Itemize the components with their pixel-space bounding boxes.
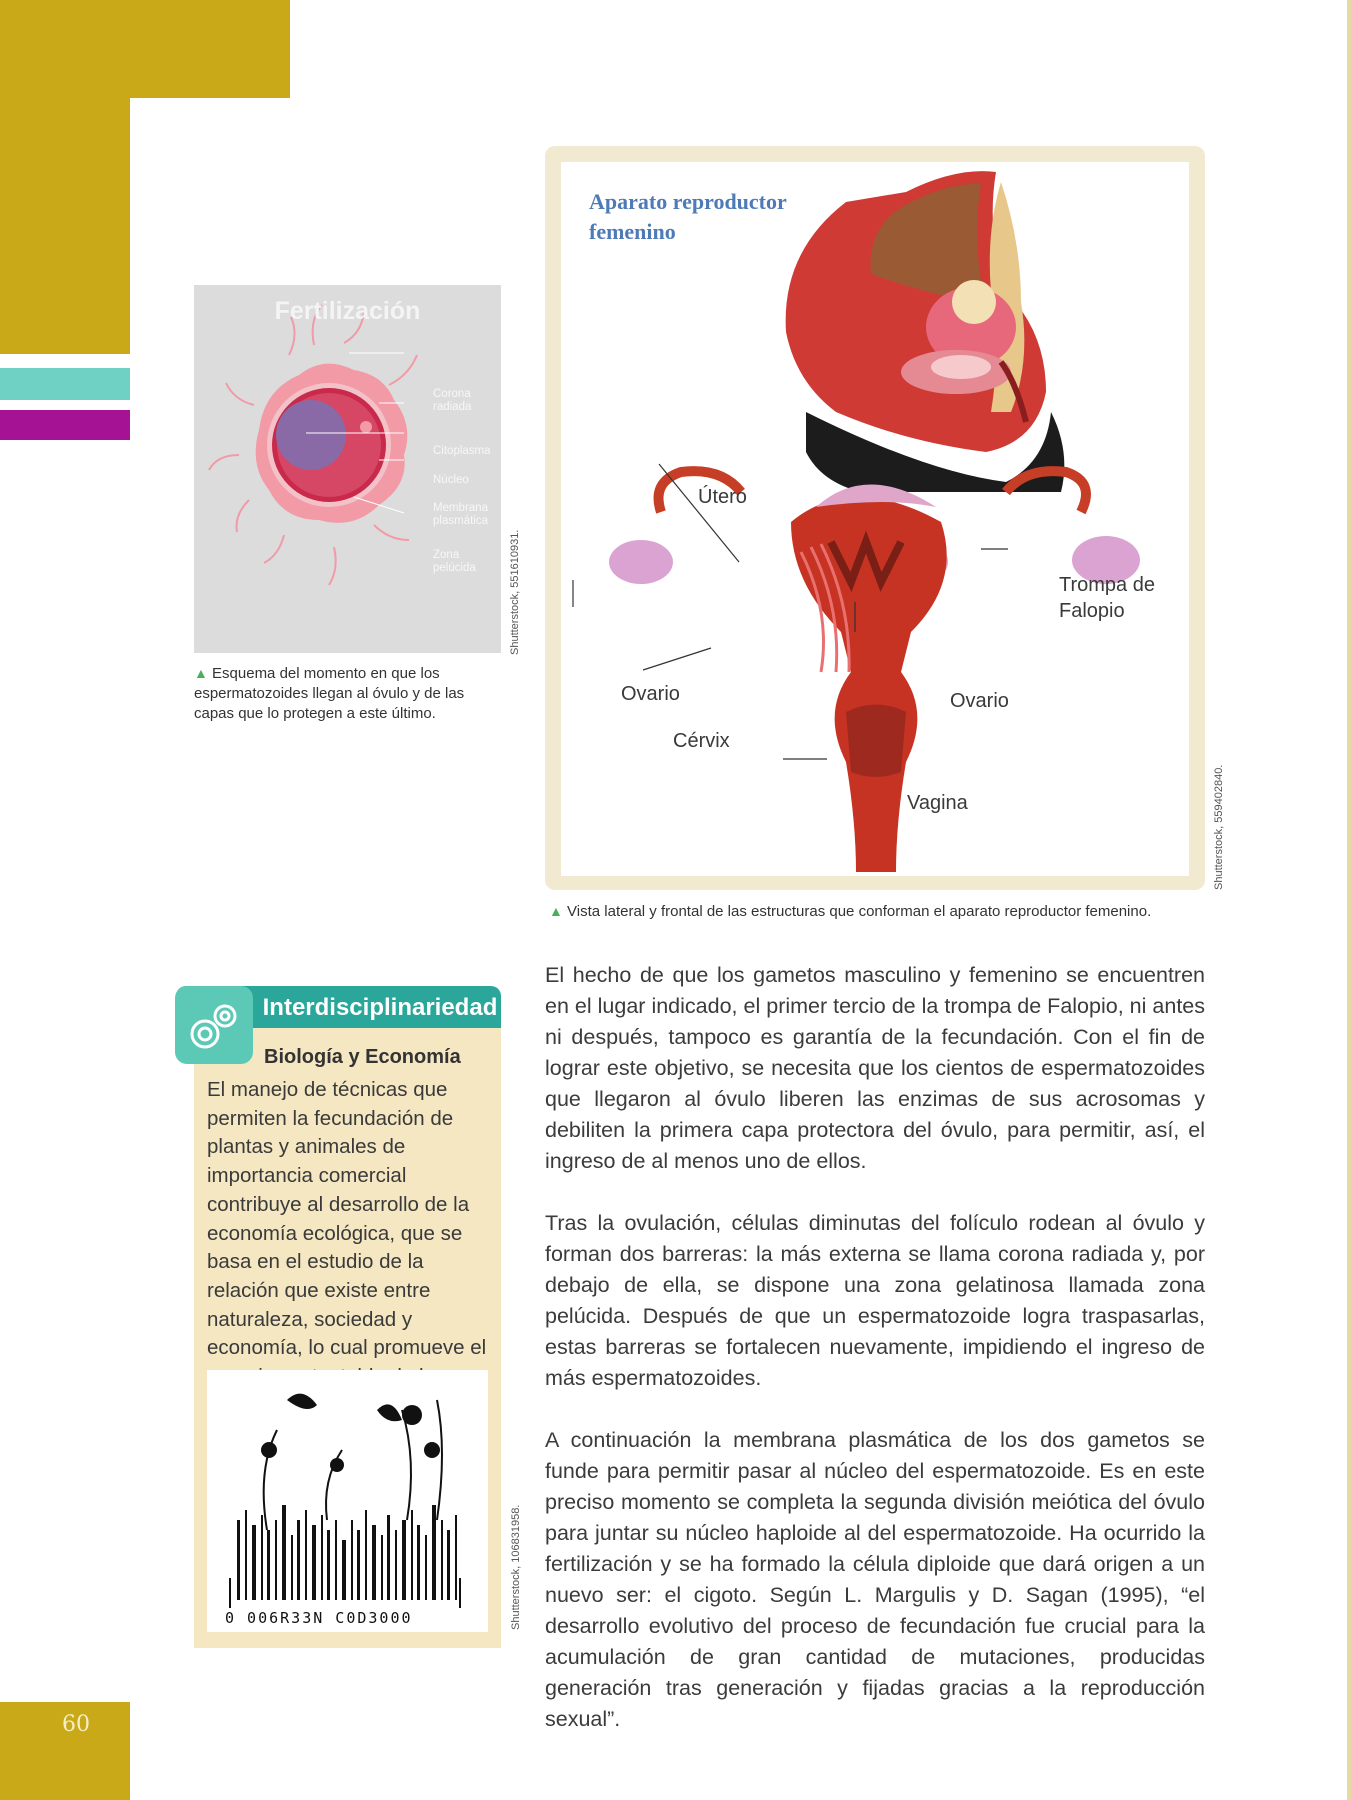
- fertilization-caption-text: Esquema del momento en que los espermatozoides llegan al óvulo y de las capas que lo protegen a este último.: [194, 665, 465, 722]
- interdisciplinary-text: El manejo de técnicas que permiten la fecundación de plantas y animales de importancia comercial contribuye al desarrollo de la economía ecológica, que se basa en el estudio de la relación que existe entre naturaleza, sociedad y economía, lo cual promueve el: [207, 1078, 487, 1360]
- triangle-bullet-icon: ▲: [194, 665, 208, 681]
- page-right-rule: [1347, 0, 1351, 1800]
- label-zona-pelucida: Zona pelúcida: [433, 549, 476, 574]
- interdisciplinary-subtitle: Biología y Economía: [264, 1046, 461, 1068]
- triangle-bullet-icon: ▲: [549, 903, 563, 919]
- interdisciplinary-icon: [175, 986, 253, 1064]
- label-ovario-left: Ovario: [621, 683, 680, 705]
- barcode-illustration: [207, 1370, 488, 1632]
- concentric-circles-icon: [175, 986, 253, 1064]
- barcode-text: 0 006R33N C0D3000: [225, 1609, 413, 1627]
- credit-fertilization: Shutterstock, 551610931.: [509, 529, 521, 655]
- fertilization-figure: [194, 285, 501, 653]
- decorative-bar-top: [0, 0, 290, 98]
- page-number: 60: [62, 1712, 90, 1737]
- decorative-stripe-teal: [0, 368, 130, 400]
- interdisciplinary-title: Interdisciplinariedad: [262, 994, 498, 1021]
- label-citoplasma: Citoplasma: [433, 445, 491, 457]
- label-trompa-de-falopio: Trompa de Falopio: [1059, 574, 1155, 622]
- credit-reproductive: Shutterstock, 559402840.: [1213, 764, 1225, 890]
- decorative-bar-left: [0, 98, 130, 354]
- decorative-stripe-magenta: [0, 410, 130, 440]
- body-paragraph-2: Tras la ovulación, células diminutas del folículo rodean al óvulo y forman dos barreras: la más externa se llama corona radiada y, por debajo de ella, se dispone una zona gelatinosa llamada zona pelúcida. Después de que un espermatozoide logra traspasarlas, estas barreras se fortalecen nuevamente, impidiendo el ingreso de más espermatozoides.: [545, 1211, 1205, 1390]
- label-membrana-plasmatica: Membrana plasmática: [433, 502, 488, 527]
- ovum-illustration: [194, 285, 501, 653]
- body-paragraph-1: El hecho de que los gametos masculino y femenino se encuentren en el lugar indicado, el primer tercio de la trompa de Falopio, ni antes ni después, tampoco es garantía de la fecundación. Con el fin de lograr este objetivo, se necesita que los cientos de espermatozoides que llegaron al óvulo liberen las enzimas de sus acrosomas y debiliten la primera capa protectora del óvulo, para permitir, así, el ingreso de al menos uno de ellos.: [545, 963, 1205, 1173]
- body-paragraph-3: A continuación la membrana plasmática de los dos gametos se funde para permitir pasar al núcleo del espermatozoide. Es en este preciso momento se completa la segunda división meiótica del óvulo para juntar su núcleo haploide al del espermatozoide. Ha ocurrido la fertilización y se ha formado la célula diploide que dará origen a un nuevo ser: el cigoto. Según L. Margulis y D. Sagan (1995), “el desarrollo evolutivo del proceso de fecundación fue crucial para la acumulación de gran cantidad de mutaciones, producidas generación tras generación y fijadas gracias a la reproducción sexual”.: [545, 1428, 1205, 1731]
- label-ovario-right: Ovario: [950, 690, 1009, 712]
- credit-barcode: Shutterstock, 106831958.: [510, 1504, 522, 1630]
- label-utero: Útero: [698, 486, 747, 508]
- label-cervix: Cérvix: [673, 730, 730, 752]
- label-nucleo: Núcleo: [433, 474, 469, 486]
- fertilization-title: Fertilización: [274, 297, 421, 325]
- reproductive-caption-text: Vista lateral y frontal de las estructuras que conforman el aparato reproductor femenino.: [567, 903, 1152, 920]
- reproductive-figure: [561, 162, 1189, 876]
- label-vagina: Vagina: [907, 792, 968, 814]
- reproductive-caption: [549, 903, 1249, 920]
- fertilization-caption: [194, 663, 506, 724]
- barcode-plants-image: [207, 1370, 488, 1632]
- label-corona-radiada: Corona radiada: [433, 388, 472, 413]
- reproductive-illustration: [561, 162, 1189, 876]
- reproductive-title: Aparato reproductor femenino: [589, 189, 787, 244]
- body-text: [545, 960, 1205, 1766]
